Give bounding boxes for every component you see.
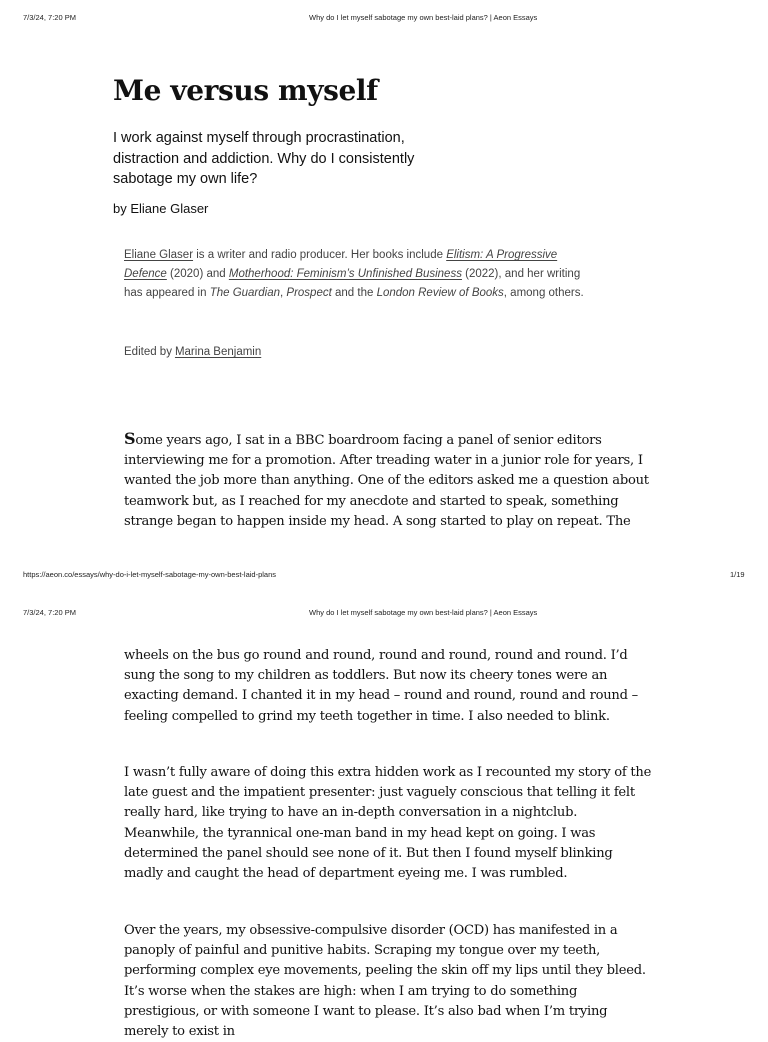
article-standfirst: I work against myself through procrastination, distraction and addiction. Why do I consistently sabotage my own life? (113, 130, 415, 187)
publication-guardian: The Guardian (209, 287, 281, 299)
paragraph-text: ome years ago, I sat in a BBC boardroom facing a panel of senior editors interviewing me for a promotion. After treading water in a junior role for years, I wanted the job more than anything. One of the editors asked me a question about teamwork but, as I reached for my anecdote and started to speak, something strange began to happen inside my head. A song started to play on repeat. The (124, 433, 649, 529)
print-header-page-title: Why do I let myself sabotage my own best-laid plans? | Aeon Essays (309, 13, 538, 22)
book-link-elitism[interactable]: Elitism: A Progressive Defence (124, 249, 558, 280)
body-paragraph-2: I wasn’t fully aware of doing this extra hidden work as I recounted my story of the late guest and the impatient presenter: just vaguely conscious that telling it felt really hard, like trying to have an in-depth conversation in a nightclub. Meanwhile, the tyrannical one-man band in my head kept on going. I was determined the panel should see none of it. But then I found myself blinking madly and caught the head of department eyeing me. I was rumbled. (124, 765, 652, 882)
drop-cap: S (124, 429, 136, 448)
editor-name-link[interactable]: Marina Benjamin (174, 346, 262, 358)
article-title: Me versus myself (113, 74, 378, 107)
publication-lrb: London Review of Books (376, 287, 504, 299)
print-header-datetime: 7/3/24, 7:20 PM (23, 608, 76, 617)
bio-text: (2022), and her writing has appeared in (124, 268, 581, 299)
bio-text: and the (331, 287, 377, 299)
article-byline: by Eliane Glaser (113, 201, 209, 216)
body-paragraph-1-continued: wheels on the bus go round and round, round and round, round and round. I’d sung the song to my children as toddlers. But now its cheery tones were an exacting demand. I chanted it in my head – round and round, round and round – feeling compelled to grind my teeth together in time. I also needed to blink. (124, 648, 638, 724)
print-footer-url: https://aeon.co/essays/why-do-i-let-myself-sabotage-my-own-best-laid-plans (23, 570, 277, 579)
print-header-page-title: Why do I let myself sabotage my own best-laid plans? | Aeon Essays (309, 608, 538, 617)
edited-by-label: Edited by (124, 346, 172, 358)
bio-text: (2020) and (166, 268, 229, 280)
author-name-link[interactable]: Eliane Glaser (124, 249, 194, 261)
bio-text: , (280, 287, 287, 299)
print-footer-page-count: 1/19 (730, 570, 745, 579)
print-header-datetime: 7/3/24, 7:20 PM (23, 13, 76, 22)
body-paragraph-3: Over the years, my obsessive-compulsive disorder (OCD) has manifested in a panoply of painful and punitive habits. Scraping my tongue over my teeth, performing complex eye movements, peeling the skin off my lips until they bleed. It’s worse when the stakes are high: when I am trying to do something prestigious, or with someone I want to please. It’s also bad when I’m trying merely to exist in (124, 923, 646, 1040)
bio-text: , among others. (503, 287, 584, 299)
bio-text: is a writer and radio producer. Her books include (193, 249, 447, 261)
publication-prospect: Prospect (286, 287, 332, 299)
book-link-motherhood[interactable]: Motherhood: Feminism’s Unfinished Business (228, 268, 462, 280)
